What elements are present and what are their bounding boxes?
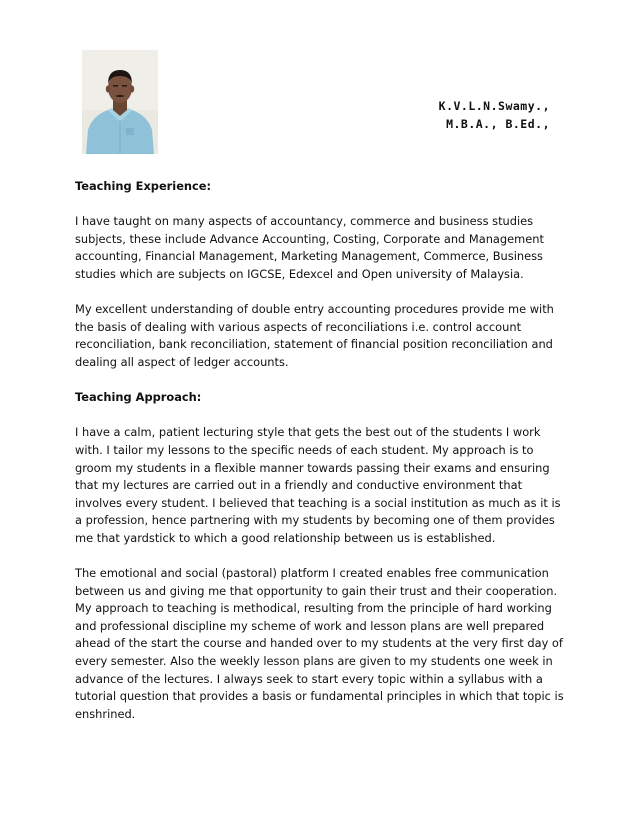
approach-paragraph-3: My approach to teaching is methodical, resulting from the principle of hard working and professional discipline my scheme of work and lesson plans are well prepared ahead of the start the course and handed over to my students at the very first day of every semester. Also the weekly lesson plans are given to my students one week in advance of the lectures. I always seek to start every topic within a syllabus with a tutorial question that provides a basis or fundamental principles in which that topic is enshrined. <box>75 601 564 721</box>
portrait-photo-icon <box>82 50 158 154</box>
author-name: K.V.L.N.Swamy., <box>438 99 550 113</box>
experience-paragraph-1: I have taught on many aspects of accountancy, commerce and business studies subjects, these include Advance Accounting, Costing, Corporate and Management accounting, Financial Management, Marketing Management, Commerce, Business studies which are subjects on IGCSE, Edexcel and Open university of Malaysia. <box>75 214 544 281</box>
author-degrees: M.B.A., B.Ed., <box>446 117 550 131</box>
section-heading-experience: Teaching Experience: <box>75 179 212 193</box>
author-credentials <box>439 97 550 133</box>
document-body <box>75 178 571 723</box>
approach-paragraph-2: The emotional and social (pastoral) platform I created enables free communication between us and giving me that opportunity to gain their trust and their cooperation. <box>75 566 558 598</box>
approach-paragraph-1: I have a calm, patient lecturing style that gets the best out of the students I work with. I tailor my lessons to the specific needs of each student. My approach is to groom my students in a flexible manner towards passing their exams and ensuring that my lectures are carried out in a friendly and conductive environment that involves every student. I believed that teaching is a social institution as much as it is a profession, hence partnering with my students by becoming one of them provides me that yardstick to which a good relationship between us is established. <box>75 425 561 545</box>
experience-paragraph-2: My excellent understanding of double entry accounting procedures provide me with the basis of dealing with various aspects of reconciliations i.e. control account reconciliation, bank reconciliation, statement of financial position reconciliation and dealing all aspect of ledger accounts. <box>75 302 554 369</box>
section-heading-approach: Teaching Approach: <box>75 390 202 405</box>
